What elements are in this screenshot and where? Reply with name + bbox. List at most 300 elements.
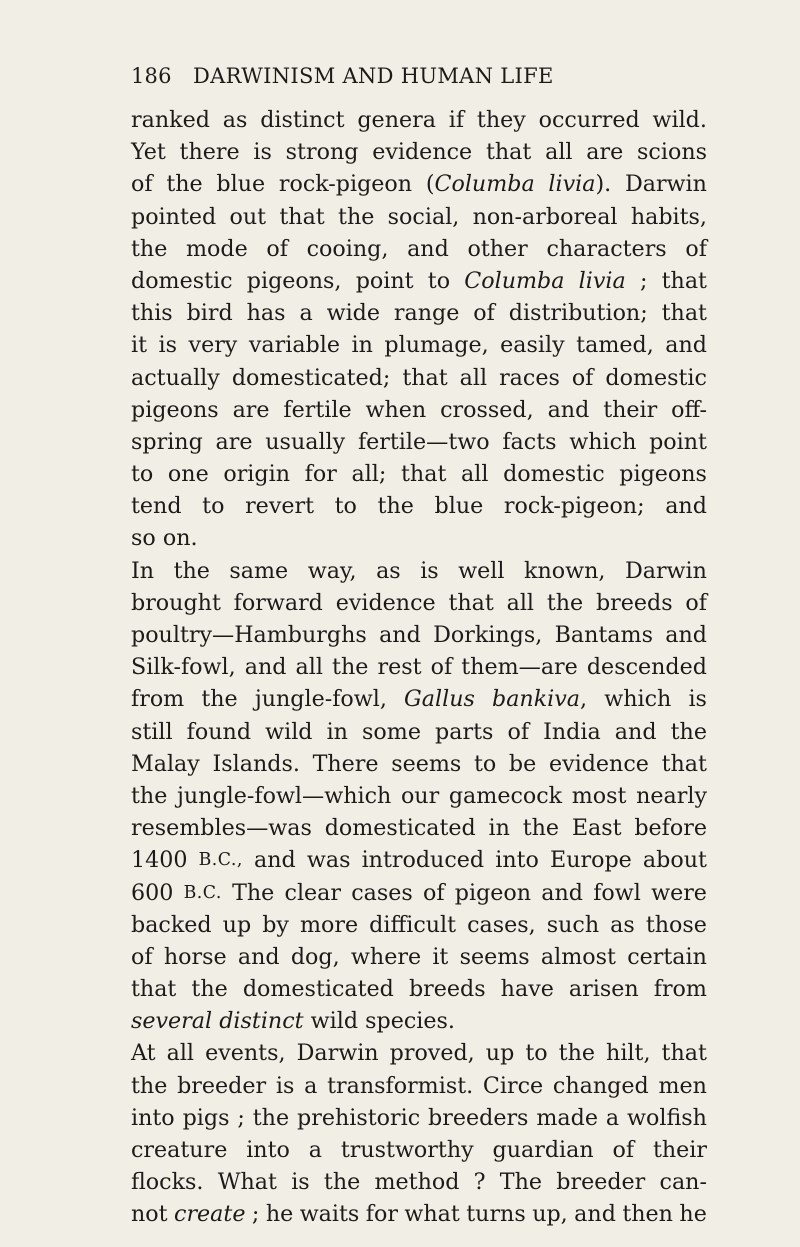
word: ranked (131, 107, 210, 133)
word: evidence (372, 139, 473, 166)
word: into (246, 1137, 290, 1163)
word: seems (391, 750, 462, 777)
word: blue (434, 493, 484, 520)
word: if (448, 107, 465, 133)
word: evidence (335, 589, 436, 616)
word: of (473, 300, 495, 327)
word: origin (223, 461, 290, 488)
word: (Columba (425, 171, 535, 198)
word: Darwin (624, 171, 707, 198)
word: and (541, 879, 583, 906)
word: that (279, 203, 325, 230)
word: species. (365, 1008, 455, 1035)
word: pointed (131, 203, 217, 230)
word: Columba (464, 267, 565, 294)
page-number: 186 (131, 64, 172, 88)
word: our (400, 782, 440, 809)
text-line (131, 909, 707, 941)
word: strong (285, 139, 359, 166)
word: breeder (177, 1072, 267, 1099)
word: What (217, 1169, 277, 1196)
text-line (131, 1005, 707, 1037)
text-line (131, 104, 707, 136)
word: The (499, 1169, 543, 1196)
word: several (131, 1008, 213, 1035)
text-line (131, 619, 707, 651)
word: that (131, 976, 177, 1003)
page-header (131, 64, 691, 94)
word: proved, (389, 1040, 475, 1067)
word: very (188, 332, 238, 359)
text-line (131, 233, 707, 265)
word: made (536, 1104, 598, 1131)
word: and (547, 396, 590, 423)
word: to (427, 267, 451, 294)
word: mode (186, 235, 248, 262)
text-line (131, 1037, 707, 1069)
word: usually (265, 428, 346, 455)
word: this (131, 300, 173, 327)
word: gamecock (448, 782, 563, 809)
word: bird (186, 300, 233, 327)
word: which (604, 686, 672, 713)
word: have (500, 976, 554, 1003)
word: create (174, 1201, 246, 1228)
word: habits, (630, 203, 707, 230)
word: has (246, 300, 286, 327)
word: tamed, (576, 332, 654, 359)
word: by (262, 911, 289, 938)
word: scions (637, 139, 707, 166)
word: the (201, 686, 238, 713)
word: actually (131, 364, 220, 391)
word: the (377, 493, 414, 520)
word: they (476, 107, 526, 133)
text-line (131, 941, 707, 973)
word: of (507, 718, 530, 745)
word: those (645, 911, 707, 938)
word: Malay (131, 750, 200, 777)
word: cases, (467, 911, 536, 938)
word: poultry—Hamburghs (131, 622, 367, 648)
word: be (508, 750, 537, 777)
word: hilt, (606, 1040, 651, 1067)
word: genera (357, 107, 436, 133)
text-line (131, 490, 707, 522)
word: races (499, 364, 560, 391)
word: dog, (290, 943, 340, 970)
word: the (522, 815, 560, 842)
word: fertile (283, 396, 352, 423)
word: the (323, 1169, 361, 1196)
word: jungle-fowl—which (176, 782, 392, 809)
word: was (306, 847, 351, 874)
word: pigeons (619, 461, 707, 488)
word: seems (459, 943, 530, 970)
word: India (543, 718, 601, 745)
word: difficult (369, 911, 457, 938)
word: flocks. (131, 1169, 204, 1196)
word: B.C., (198, 850, 243, 871)
word: of (423, 879, 445, 906)
word: all (545, 139, 573, 166)
word: fertile—two (357, 428, 490, 455)
word: and (614, 718, 657, 745)
word: the (252, 1104, 290, 1131)
text-line (131, 651, 707, 683)
word: method (374, 1169, 460, 1196)
word: descended (586, 654, 707, 681)
text-line (131, 1166, 707, 1198)
word: breeds (595, 589, 673, 616)
word: variable (248, 332, 340, 359)
word: there (179, 139, 240, 166)
word: cases (351, 879, 413, 906)
word: to (334, 493, 357, 520)
word: in (351, 332, 373, 359)
word: brought (131, 589, 221, 616)
word: prehistoric (297, 1104, 421, 1131)
text-line (131, 426, 707, 458)
word: and (379, 622, 421, 648)
word: of (612, 1137, 635, 1163)
word: clear (284, 879, 342, 906)
word: more (299, 911, 359, 938)
text-line (131, 877, 707, 909)
word: wide (326, 300, 380, 327)
word: pigeons, (246, 267, 342, 294)
word: all (166, 1040, 195, 1067)
word: Islands. (212, 750, 300, 777)
word: Dorkings, (433, 622, 543, 648)
text-line (131, 265, 707, 297)
word: to (525, 1040, 548, 1067)
word: Gallus (404, 686, 475, 713)
word: other (467, 235, 528, 262)
word: arisen (568, 976, 639, 1003)
word: all (506, 589, 535, 616)
word: in (326, 718, 348, 745)
word: B.C. (183, 882, 222, 903)
word: occurred (538, 107, 640, 133)
word: when (365, 396, 427, 423)
word: in (488, 815, 510, 842)
word: off- (671, 396, 707, 423)
word: that (661, 300, 707, 327)
word: men (658, 1072, 707, 1099)
word: into (495, 847, 539, 874)
word: them—are (461, 654, 578, 681)
word: changed (552, 1072, 649, 1099)
word: are (215, 428, 253, 455)
word: ; (237, 1104, 245, 1131)
word: that (401, 461, 447, 488)
word: There (312, 750, 379, 777)
word: Darwin (624, 557, 707, 584)
word: the (558, 1040, 595, 1067)
word: is (253, 139, 272, 166)
body-text (131, 104, 707, 1231)
word: the (338, 203, 375, 230)
word: distinct (219, 1008, 304, 1035)
word: from (131, 686, 185, 713)
word: rest (377, 654, 422, 681)
word: that (402, 364, 448, 391)
word: up (485, 1040, 515, 1067)
word: and (574, 1201, 616, 1228)
word: fowl (593, 879, 641, 906)
word: the (131, 1072, 168, 1099)
word: point (355, 267, 414, 294)
word: can- (659, 1169, 707, 1196)
word: as (376, 557, 401, 584)
word: still (131, 718, 173, 745)
word: easily (500, 332, 565, 359)
word: that (661, 267, 707, 294)
word: about (642, 847, 707, 874)
word: their (603, 396, 658, 423)
word: Silk-fowl, (131, 654, 236, 681)
text-line (131, 329, 707, 361)
word: horse (163, 943, 227, 970)
word: wild (265, 718, 313, 745)
word: he (679, 1201, 707, 1228)
text-line (131, 812, 707, 844)
word: the (166, 171, 203, 198)
word: that (661, 1040, 707, 1067)
word: is (420, 557, 439, 584)
word: of (685, 589, 707, 616)
word: facts (502, 428, 557, 455)
word: tend (131, 493, 182, 520)
word: their (652, 1137, 707, 1163)
word: of (430, 654, 453, 681)
text-line (131, 973, 707, 1005)
word: is (291, 1169, 310, 1196)
word: known, (524, 557, 606, 584)
word: a (308, 1137, 322, 1163)
word: not (131, 1201, 168, 1228)
word: is (688, 686, 707, 713)
word: plumage, (384, 332, 489, 359)
word: what (404, 1201, 460, 1228)
text-line (131, 297, 707, 329)
word: blue (216, 171, 266, 198)
word: that (448, 589, 494, 616)
word: wild (310, 1008, 359, 1035)
word: creature (131, 1137, 228, 1163)
word: transformist. (327, 1072, 474, 1099)
word: At (131, 1040, 156, 1067)
word: and (665, 332, 707, 359)
word: guardian (492, 1137, 594, 1163)
word: Bantams (554, 622, 653, 648)
word: 600 (131, 879, 174, 906)
word: that (661, 750, 707, 777)
word: domesticated (242, 976, 394, 1003)
word: Europe (550, 847, 632, 874)
word: all; (351, 461, 387, 488)
word: the (670, 718, 707, 745)
word: of (131, 943, 153, 970)
word: domesticated (324, 815, 476, 842)
word: the (173, 557, 210, 584)
text-line (131, 201, 707, 233)
text-line (131, 1070, 707, 1102)
word: the (131, 235, 168, 262)
word: into (131, 1104, 175, 1131)
word: evidence (548, 750, 649, 777)
word: and (665, 622, 707, 648)
word: resembles—was (131, 815, 312, 842)
word: almost (540, 943, 616, 970)
word: a (299, 300, 313, 327)
word: nearly (636, 782, 707, 809)
text-line (131, 394, 707, 426)
word: such (546, 911, 600, 938)
word: parts (435, 718, 494, 745)
text-line (131, 458, 707, 490)
word: all (461, 461, 489, 488)
word: pigeon (454, 879, 532, 906)
word: for (365, 1201, 398, 1228)
word: one (167, 461, 209, 488)
text-line (131, 716, 707, 748)
word: characters (546, 235, 667, 262)
word: backed (131, 911, 212, 938)
word: up (222, 911, 252, 938)
word: he (265, 1201, 294, 1228)
word: wolfish (627, 1104, 707, 1131)
word: then (622, 1201, 673, 1228)
word: the (546, 589, 584, 616)
text-line (131, 1102, 707, 1134)
word: most (571, 782, 627, 809)
word: a (304, 1072, 318, 1099)
word: livia). (548, 171, 612, 198)
word: revert (245, 493, 315, 520)
word: Yet (131, 139, 166, 166)
word: on. (162, 525, 198, 552)
word: out (229, 203, 267, 230)
word: domestic (131, 267, 233, 294)
word: forward (233, 589, 323, 616)
text-line (131, 587, 707, 619)
word: which (569, 428, 637, 455)
word: range (393, 300, 460, 327)
word: to (473, 750, 497, 777)
word: and (244, 654, 287, 681)
word: it (432, 943, 449, 970)
word: and (665, 493, 707, 520)
word: ; (251, 1201, 260, 1228)
word: events, (205, 1040, 286, 1067)
word: were (651, 879, 707, 906)
word: are (586, 139, 624, 166)
word: a (605, 1104, 620, 1131)
word: of (266, 235, 288, 262)
word: of (571, 364, 594, 391)
text-line (131, 1134, 707, 1166)
word: In (131, 557, 155, 584)
word: distinct (260, 107, 345, 133)
word: the (191, 976, 228, 1003)
word: all (459, 364, 488, 391)
word: non-arboreal (472, 203, 618, 230)
word: bankiva, (492, 686, 588, 713)
word: crossed, (440, 396, 534, 423)
word: distribution; (508, 300, 648, 327)
word: of (131, 171, 153, 198)
text-line (131, 136, 707, 168)
word: and (407, 235, 449, 262)
word: and (254, 847, 296, 874)
word: and (237, 943, 280, 970)
word: East (571, 815, 622, 842)
word: point (649, 428, 707, 455)
word: as (610, 911, 635, 938)
word: the (131, 782, 168, 809)
word: livia (578, 267, 626, 294)
word: all (295, 654, 323, 681)
text-line (131, 362, 707, 394)
word: certain (627, 943, 707, 970)
word: to (202, 493, 225, 520)
word: before (634, 815, 707, 842)
word: from (653, 976, 707, 1003)
word: the (332, 654, 369, 681)
word: social, (387, 203, 460, 230)
word: is (158, 332, 178, 359)
word: pigs (182, 1104, 230, 1131)
word: waits (299, 1201, 360, 1228)
word: found (186, 718, 252, 745)
word: spring (131, 428, 203, 455)
word: Darwin (296, 1040, 379, 1067)
word: introduced (361, 847, 485, 874)
word: some (362, 718, 421, 745)
word: well (458, 557, 505, 584)
word: way, (307, 557, 357, 584)
text-line (131, 748, 707, 780)
word: jungle-fowl, (254, 686, 387, 713)
word: as (222, 107, 248, 133)
word: where (350, 943, 422, 970)
text-line (131, 780, 707, 812)
text-line (131, 1198, 707, 1230)
word: 1400 (131, 847, 188, 874)
word: ; (639, 267, 648, 294)
word: breeds (408, 976, 486, 1003)
text-line (131, 683, 707, 715)
word: breeder (556, 1169, 646, 1196)
word: same (229, 557, 289, 584)
word: domestic (605, 364, 707, 391)
text-line (131, 844, 707, 876)
word: breeders (428, 1104, 529, 1131)
text-line (131, 522, 707, 554)
word: turns (466, 1201, 526, 1228)
word: so (131, 525, 156, 552)
running-title: DARWINISM AND HUMAN LIFE (193, 64, 554, 88)
text-line (131, 168, 707, 200)
word: rock-pigeon (278, 171, 413, 198)
word: it (131, 332, 148, 359)
word: for (304, 461, 337, 488)
word: wild. (652, 107, 707, 133)
word: ? (473, 1169, 486, 1196)
word: domestic (503, 461, 605, 488)
